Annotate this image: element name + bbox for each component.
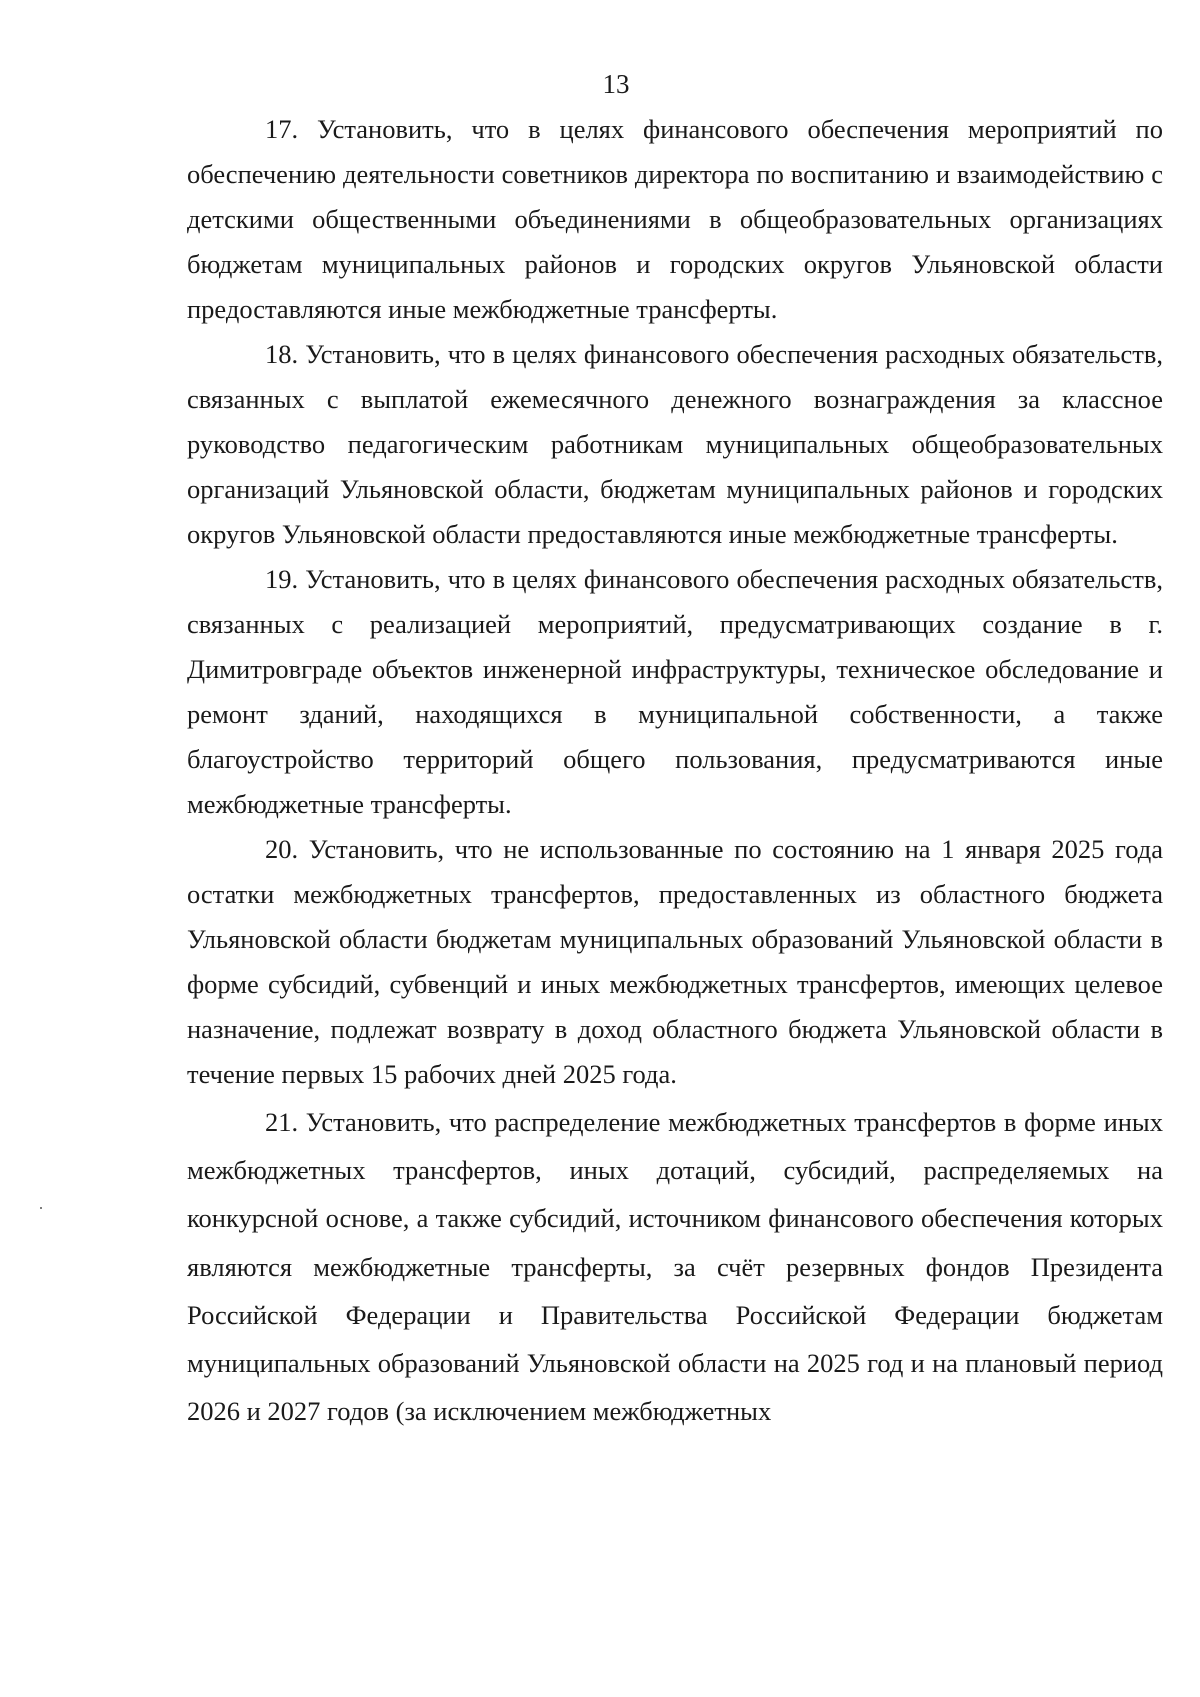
paragraph-20: 20. Установить, что не использованные по состоянию на 1 января 2025 года остатки межбюджетных трансфертов, предоставленных из областного бюджета Ульяновской области бюджетам муниципальных образований Ульяновской области в форме субсидий, субвенций и иных межбюджетных трансфертов, имеющих целевое назначение, подлежат возврату в доход областного бюджета Ульяновской области в течение первых 15 рабочих дней 2025 года. [187, 834, 1163, 1089]
paragraph-19: 19. Установить, что в целях финансового обеспечения расходных обязательств, связанных с реализацией мероприятий, предусматривающих создание в г. Димитровграде объектов инженерной инфраструктуры, техническое обследование и ремонт зданий, находящихся в муниципальной собственности, а также благоустройство территорий общего пользования, предусматриваются иные межбюджетные трансферты. [187, 564, 1163, 819]
paragraph-18: 18. Установить, что в целях финансового обеспечения расходных обязательств, связанных с выплатой ежемесячного денежного вознаграждения за классное руководство педагогическим работникам муниципальных общеобразовательных организаций Ульяновской области, бюджетам муниципальных районов и городских округов Ульяновской области предоставляются иные межбюджетные трансферты. [187, 339, 1163, 549]
scan-speck [40, 1207, 42, 1209]
paragraph-17: 17. Установить, что в целях финансового обеспечения мероприятий по обеспечению деятельности советников директора по воспитанию и взаимодействию с детскими общественными объединениями в общеобразовательных организациях бюджетам муниципальных районов и городских округов Ульяновской области предоставляются иные межбюджетные трансферты. [187, 114, 1163, 324]
page-number: 13 [602, 69, 630, 99]
document-body [187, 107, 1163, 1435]
paragraph-21: 21. Установить, что распределение межбюджетных трансфертов в форме иных межбюджетных трансфертов, иных дотаций, субсидий, распределяемых на конкурсной основе, а также субсидий, источником финансового обеспечения которых являются межбюджетные трансферты, за счёт резервных фондов Президента Российской Федерации и Правительства Российской Федерации бюджетам муниципальных образований Ульяновской области на 2025 год и на плановый период 2026 и 2027 годов (за исключением межбюджетных [187, 1107, 1163, 1427]
